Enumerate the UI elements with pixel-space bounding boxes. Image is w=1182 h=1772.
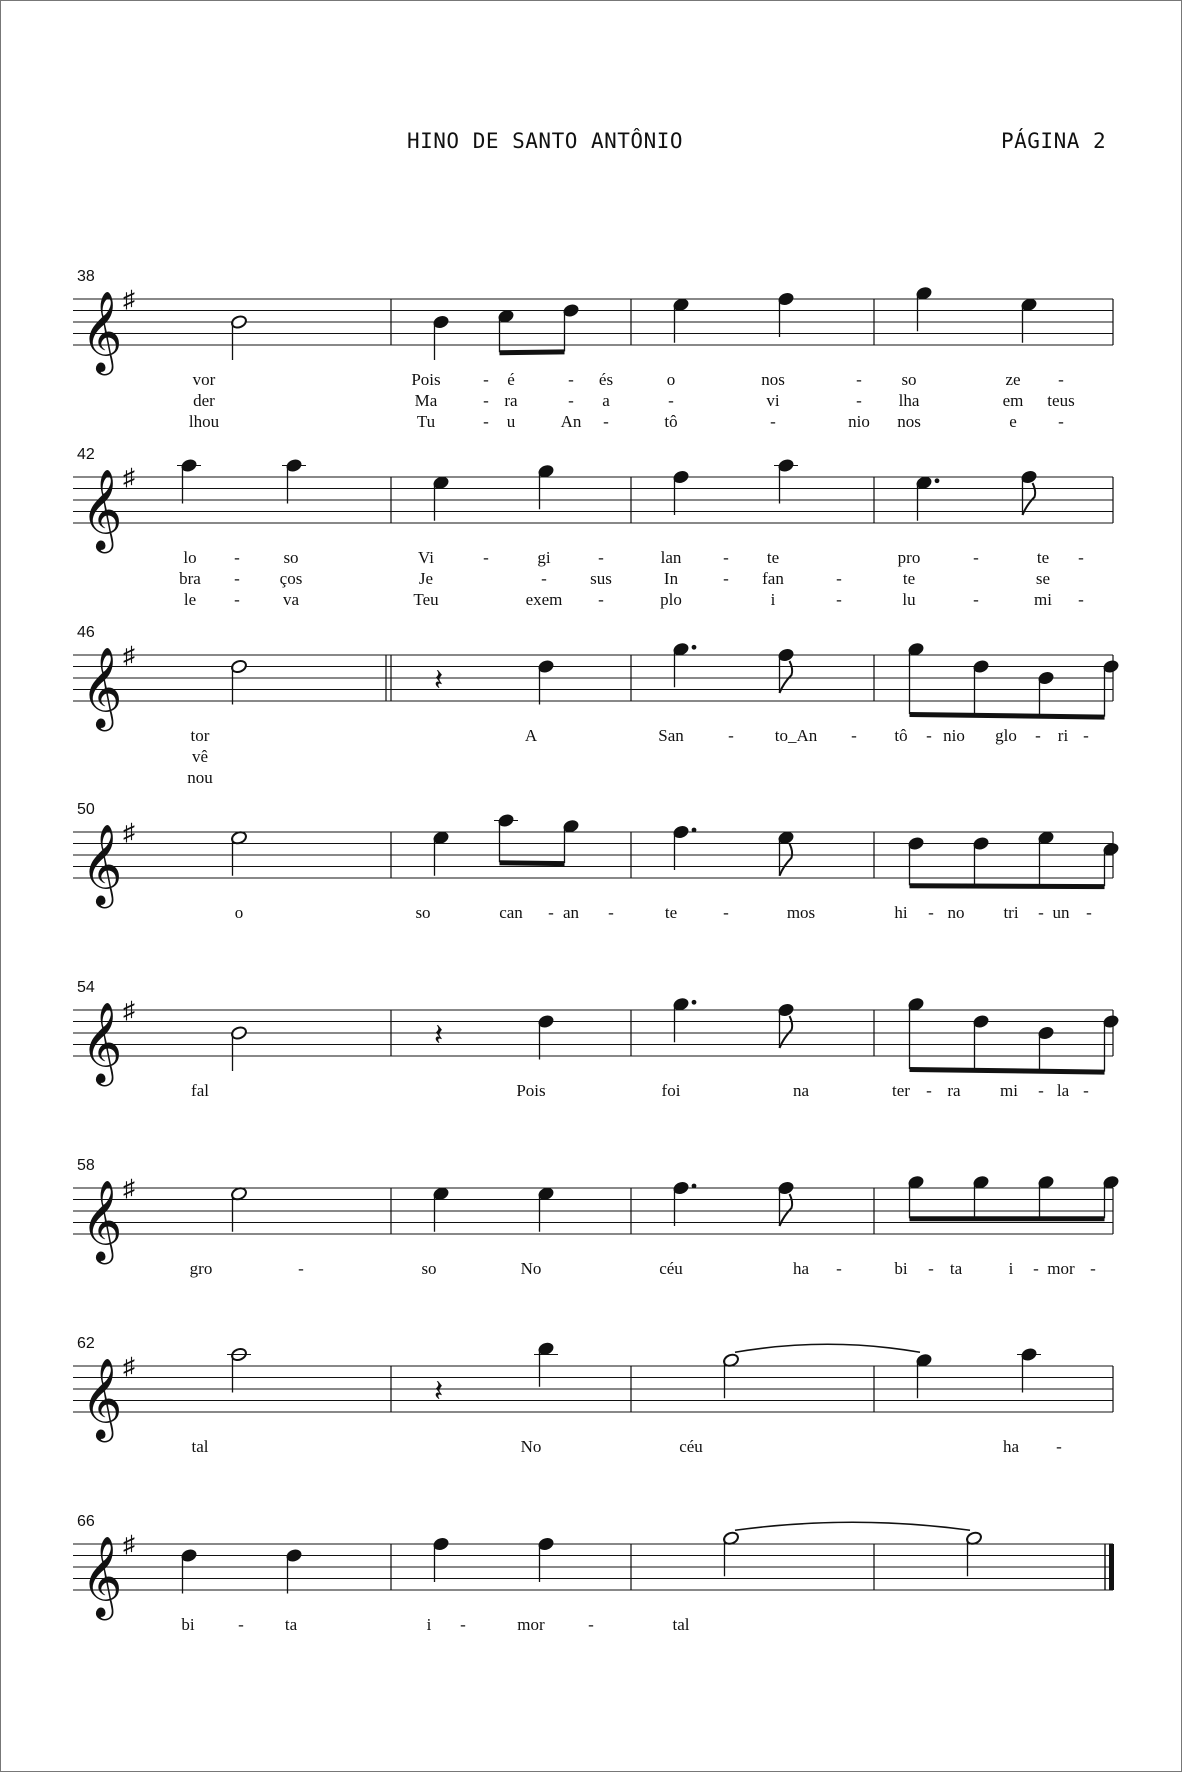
- note-flag: [1023, 483, 1036, 515]
- treble-clef-icon: 𝄞: [81, 827, 123, 904]
- lyric-syllable: nou: [187, 768, 213, 787]
- lyric-syllable: so: [421, 1259, 437, 1278]
- lyric-syllable: lhou: [188, 412, 220, 431]
- lyric-syllable: te: [664, 903, 678, 922]
- lyric-syllable: ta: [949, 1259, 963, 1278]
- lyric-syllable: le: [183, 590, 197, 609]
- lyric-syllable: -: [770, 412, 776, 431]
- treble-clef-icon: 𝄞: [81, 1183, 123, 1260]
- lyric-syllable: -: [548, 903, 554, 922]
- lyric-syllable: Pois: [411, 370, 441, 389]
- lyric-syllable: -: [483, 391, 489, 410]
- quarter-rest-icon: 𝄽: [434, 1019, 444, 1052]
- lyric-syllable: -: [836, 1259, 842, 1278]
- staff-system: [73, 1513, 1114, 1634]
- lyric-syllable: Teu: [413, 590, 439, 609]
- sharp-icon: ♯: [123, 1532, 135, 1558]
- measure-number: 54: [77, 979, 95, 996]
- lyric-syllable: -: [460, 1615, 466, 1634]
- music-score: [1, 1, 1181, 1771]
- lyric-syllable: bi: [181, 1615, 195, 1634]
- lyric-syllable: -: [1078, 548, 1084, 567]
- lyric-syllable: bra: [179, 569, 201, 588]
- lyric-syllable: -: [234, 590, 240, 609]
- lyric-syllable: -: [1038, 903, 1044, 922]
- staff-system: [73, 624, 1120, 787]
- lyric-syllable: tor: [190, 726, 210, 745]
- lyric-syllable: fan: [762, 569, 784, 588]
- beam: [500, 349, 565, 355]
- lyric-syllable: ha: [1002, 1437, 1020, 1456]
- lyric-syllable: -: [1083, 1081, 1089, 1100]
- sharp-icon: ♯: [123, 287, 135, 313]
- note-flag: [780, 661, 793, 693]
- lyric-syllable: hi: [894, 903, 908, 922]
- lyric-syllable: Pois: [516, 1081, 546, 1100]
- lyric-syllable: -: [928, 1259, 934, 1278]
- quarter-rest-icon: 𝄽: [434, 664, 444, 697]
- beam: [910, 1216, 1105, 1221]
- lyric-syllable: Tu: [416, 412, 436, 431]
- beam: [910, 1067, 1105, 1075]
- treble-clef-icon: 𝄞: [81, 472, 123, 549]
- lyric-syllable: In: [663, 569, 679, 588]
- lyric-syllable: céu: [659, 1259, 683, 1278]
- lyric-syllable: -: [1078, 590, 1084, 609]
- dot: [935, 478, 940, 483]
- lyric-syllable: so: [283, 548, 299, 567]
- lyric-syllable: un: [1052, 903, 1070, 922]
- lyric-syllable: ter: [892, 1081, 910, 1100]
- dot: [692, 1000, 697, 1005]
- lyric-syllable: lha: [898, 391, 920, 410]
- lyric-syllable: ta: [284, 1615, 298, 1634]
- lyric-syllable: -: [836, 590, 842, 609]
- lyric-syllable: bi: [894, 1259, 908, 1278]
- tie: [735, 1522, 970, 1530]
- lyric-syllable: -: [598, 548, 604, 567]
- lyric-syllable: ra: [947, 1081, 961, 1100]
- lyric-syllable: i: [1008, 1259, 1014, 1278]
- sharp-icon: ♯: [123, 820, 135, 846]
- lyric-syllable: lu: [902, 590, 916, 609]
- lyric-syllable: ços: [279, 569, 303, 588]
- lyric-syllable: -: [836, 569, 842, 588]
- lyric-syllable: -: [1090, 1259, 1096, 1278]
- lyric-syllable: -: [926, 1081, 932, 1100]
- lyric-syllable: -: [856, 370, 862, 389]
- lyric-syllable: -: [483, 548, 489, 567]
- lyric-syllable: tal: [672, 1615, 690, 1634]
- lyric-syllable: -: [1056, 1437, 1062, 1456]
- lyric-syllable: -: [541, 569, 547, 588]
- sharp-icon: ♯: [123, 1354, 135, 1380]
- beam: [910, 883, 1105, 889]
- lyric-syllable: és: [598, 370, 614, 389]
- lyric-syllable: nio: [848, 412, 870, 431]
- lyric-syllable: na: [792, 1081, 810, 1100]
- lyric-syllable: Vi: [418, 548, 434, 567]
- final-barline: [1109, 1544, 1114, 1590]
- staff-system: [73, 446, 1113, 609]
- lyric-syllable: em: [1002, 391, 1024, 410]
- lyric-syllable: mos: [786, 903, 816, 922]
- lyric-syllable: -: [1038, 1081, 1044, 1100]
- lyric-syllable: -: [483, 412, 489, 431]
- lyric-syllable: lo: [183, 548, 197, 567]
- sharp-icon: ♯: [123, 643, 135, 669]
- lyric-syllable: an: [562, 903, 580, 922]
- lyric-syllable: te: [1036, 548, 1050, 567]
- page-title: HINO DE SANTO ANTÔNIO: [407, 129, 684, 153]
- lyric-syllable: No: [520, 1259, 542, 1278]
- lyric-syllable: No: [520, 1437, 542, 1456]
- measure-number: 42: [77, 446, 95, 463]
- lyric-syllable: -: [588, 1615, 594, 1634]
- lyric-syllable: ri: [1057, 726, 1069, 745]
- lyric-syllable: -: [723, 569, 729, 588]
- lyric-syllable: e: [1009, 412, 1017, 431]
- lyric-syllable: tri: [1003, 903, 1019, 922]
- lyric-syllable: u: [506, 412, 516, 431]
- lyric-syllable: -: [603, 412, 609, 431]
- quarter-rest-icon: 𝄽: [434, 1375, 444, 1408]
- lyric-syllable: no: [947, 903, 965, 922]
- lyric-syllable: -: [723, 548, 729, 567]
- lyric-syllable: gi: [537, 548, 551, 567]
- lyric-syllable: -: [483, 370, 489, 389]
- lyric-syllable: -: [1058, 412, 1064, 431]
- lyric-syllable: tô: [664, 412, 678, 431]
- measure-number: 66: [77, 1513, 95, 1530]
- lyric-syllable: é: [507, 370, 515, 389]
- sharp-icon: ♯: [123, 1176, 135, 1202]
- treble-clef-icon: 𝄞: [81, 1361, 123, 1438]
- lyric-syllable: va: [282, 590, 300, 609]
- dot: [692, 1184, 697, 1189]
- lyric-syllable: -: [851, 726, 857, 745]
- lyric-syllable: -: [728, 726, 734, 745]
- lyric-syllable: glo: [995, 726, 1017, 745]
- lyric-syllable: lan: [660, 548, 682, 567]
- treble-clef-icon: 𝄞: [81, 1005, 123, 1082]
- lyric-syllable: i: [426, 1615, 432, 1634]
- lyric-syllable: An: [560, 412, 582, 431]
- treble-clef-icon: 𝄞: [81, 294, 123, 371]
- lyric-syllable: ra: [504, 391, 518, 410]
- lyric-syllable: céu: [679, 1437, 703, 1456]
- lyric-syllable: A: [524, 726, 538, 745]
- measure-number: 46: [77, 624, 95, 641]
- staff-system: [73, 1335, 1113, 1456]
- staff-system: [73, 979, 1120, 1100]
- lyric-syllable: -: [608, 903, 614, 922]
- lyric-syllable: nos: [761, 370, 785, 389]
- lyric-syllable: nos: [897, 412, 921, 431]
- dot: [692, 645, 697, 650]
- lyric-syllable: -: [568, 391, 574, 410]
- sharp-icon: ♯: [123, 998, 135, 1024]
- beam: [500, 860, 565, 866]
- lyric-syllable: mi: [1000, 1081, 1018, 1100]
- lyric-syllable: der: [193, 391, 215, 410]
- page-number: PÁGINA 2: [1001, 129, 1107, 153]
- lyric-syllable: -: [856, 391, 862, 410]
- lyric-syllable: -: [234, 548, 240, 567]
- lyric-syllable: -: [598, 590, 604, 609]
- staff-system: [73, 268, 1113, 431]
- lyric-syllable: o: [666, 370, 676, 389]
- lyric-syllable: mor: [517, 1615, 545, 1634]
- lyric-syllable: -: [238, 1615, 244, 1634]
- lyric-syllable: se: [1035, 569, 1051, 588]
- staff-system: [73, 801, 1120, 922]
- lyric-syllable: vor: [192, 370, 216, 389]
- lyric-syllable: foi: [661, 1081, 681, 1100]
- lyric-syllable: -: [1035, 726, 1041, 745]
- sharp-icon: ♯: [123, 465, 135, 491]
- lyric-syllable: Je: [418, 569, 434, 588]
- lyric-syllable: -: [1086, 903, 1092, 922]
- lyric-syllable: gro: [189, 1259, 213, 1278]
- lyric-syllable: nio: [943, 726, 965, 745]
- lyric-syllable: pro: [897, 548, 921, 567]
- lyric-syllable: a: [602, 391, 610, 410]
- lyric-syllable: San: [658, 726, 684, 745]
- dot: [692, 828, 697, 833]
- lyric-syllable: te: [766, 548, 780, 567]
- lyric-syllable: -: [723, 903, 729, 922]
- lyric-syllable: Ma: [414, 391, 438, 410]
- lyric-syllable: plo: [660, 590, 682, 609]
- note-flag: [780, 1016, 793, 1048]
- lyric-syllable: vi: [766, 391, 780, 410]
- lyric-syllable: fal: [191, 1081, 209, 1100]
- lyric-syllable: vê: [191, 747, 209, 766]
- lyric-syllable: ze: [1005, 370, 1021, 389]
- lyric-syllable: tô: [894, 726, 908, 745]
- measure-number: 38: [77, 268, 95, 285]
- measure-number: 62: [77, 1335, 95, 1352]
- staff-system: [73, 1157, 1120, 1278]
- lyric-syllable: so: [901, 370, 917, 389]
- lyric-syllable: teus: [1047, 391, 1075, 410]
- lyric-syllable: -: [1033, 1259, 1039, 1278]
- lyric-syllable: -: [928, 903, 934, 922]
- lyric-syllable: ha: [792, 1259, 810, 1278]
- lyric-syllable: can: [499, 903, 523, 922]
- note-flag: [780, 844, 793, 876]
- lyric-syllable: la: [1056, 1081, 1070, 1100]
- lyric-syllable: so: [415, 903, 431, 922]
- lyric-syllable: to_An: [774, 726, 818, 745]
- lyric-syllable: -: [1083, 726, 1089, 745]
- measure-number: 58: [77, 1157, 95, 1174]
- lyric-syllable: -: [1058, 370, 1064, 389]
- lyric-syllable: mi: [1034, 590, 1052, 609]
- lyric-syllable: -: [973, 590, 979, 609]
- lyric-syllable: -: [568, 370, 574, 389]
- lyric-syllable: o: [234, 903, 244, 922]
- lyric-syllable: tal: [191, 1437, 209, 1456]
- lyric-syllable: -: [973, 548, 979, 567]
- lyric-syllable: sus: [590, 569, 612, 588]
- note-flag: [780, 1194, 793, 1226]
- measure-number: 50: [77, 801, 95, 818]
- lyric-syllable: mor: [1047, 1259, 1075, 1278]
- lyric-syllable: te: [902, 569, 916, 588]
- lyric-syllable: -: [234, 569, 240, 588]
- treble-clef-icon: 𝄞: [81, 1539, 123, 1616]
- lyric-syllable: i: [770, 590, 776, 609]
- beam: [910, 712, 1105, 720]
- tie: [735, 1344, 920, 1352]
- lyric-syllable: -: [926, 726, 932, 745]
- lyric-syllable: -: [668, 391, 674, 410]
- lyric-syllable: exem: [525, 590, 563, 609]
- lyric-syllable: -: [298, 1259, 304, 1278]
- treble-clef-icon: 𝄞: [81, 650, 123, 727]
